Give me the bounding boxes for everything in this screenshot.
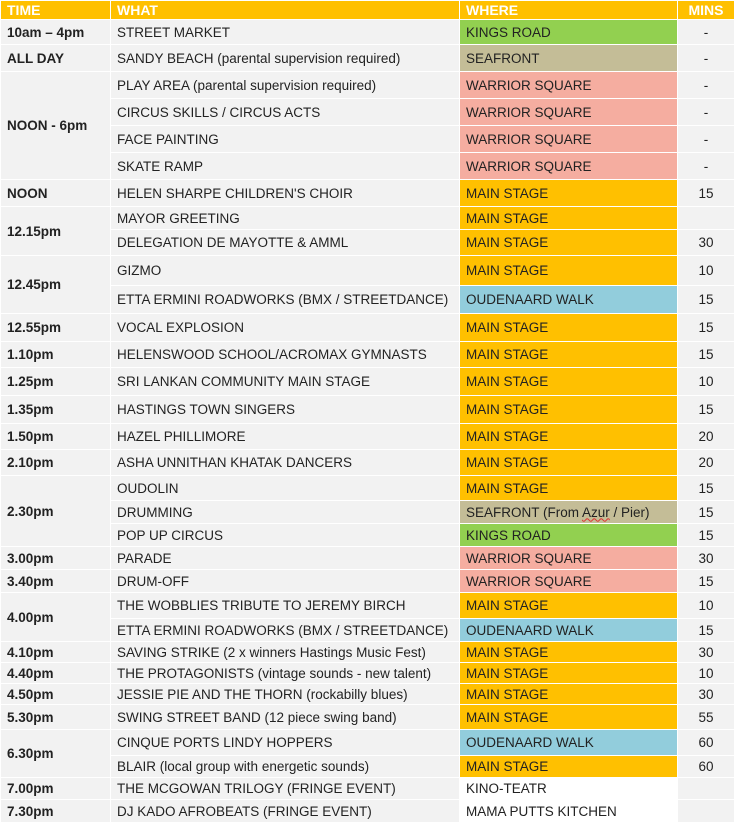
location-cell: MAIN STAGE [460,756,678,778]
event-cell: PLAY AREA (parental supervision required) [111,72,460,99]
time-cell: 5.30pm [1,705,111,730]
mins-cell: 30 [678,642,734,663]
header-row [1,1,734,20]
mins-cell: 60 [678,756,734,778]
table-row [1,524,734,547]
azur-text: Azur [582,504,610,520]
mins-cell: 10 [678,593,734,619]
mins-cell: - [678,45,734,72]
event-cell: ETTA ERMINI ROADWORKS (BMX / STREETDANCE) [111,619,460,642]
table-row [1,342,734,368]
table-row [1,230,734,256]
location-cell: MAIN STAGE [460,368,678,396]
location-cell: OUDENAARD WALK [460,286,678,314]
event-cell: ASHA UNNITHAN KHATAK DANCERS [111,450,460,476]
time-cell: NOON - 6pm [1,72,111,180]
location-cell: MAIN STAGE [460,396,678,424]
location-cell: KINO-TEATR [460,778,678,800]
mins-cell: 15 [678,342,734,368]
time-cell: 12.45pm [1,256,111,314]
mins-cell: 30 [678,684,734,705]
event-cell: BLAIR (local group with energetic sounds) [111,756,460,778]
location-cell: OUDENAARD WALK [460,619,678,642]
event-cell: POP UP CIRCUS [111,524,460,547]
table-row [1,368,734,396]
time-cell: 3.00pm [1,547,111,570]
mins-cell: 15 [678,314,734,342]
event-cell: DRUMMING [111,501,460,524]
location-cell: WARRIOR SQUARE [460,126,678,153]
location-cell: MAIN STAGE [460,663,678,684]
event-cell: PARADE [111,547,460,570]
time-cell: 1.35pm [1,396,111,424]
time-cell: 4.50pm [1,684,111,705]
header-time: TIME [1,1,111,20]
time-cell: NOON [1,180,111,207]
location-cell: WARRIOR SQUARE [460,547,678,570]
mins-cell: 15 [678,286,734,314]
location-cell: MAMA PUTTS KITCHEN [460,800,678,823]
mins-cell: 10 [678,663,734,684]
table-row [1,99,734,126]
location-cell: MAIN STAGE [460,314,678,342]
time-cell: 2.10pm [1,450,111,476]
time-cell: 1.25pm [1,368,111,396]
time-cell: 6.30pm [1,730,111,778]
location-cell: OUDENAARD WALK [460,730,678,756]
mins-cell: 15 [678,501,734,524]
event-cell: CINQUE PORTS LINDY HOPPERS [111,730,460,756]
table-row [1,570,734,593]
event-cell: SANDY BEACH (parental supervision required) [111,45,460,72]
table-row [1,450,734,476]
table-row [1,20,734,45]
table-row [1,476,734,501]
mins-cell: 10 [678,368,734,396]
table-row [1,72,734,99]
time-cell: ALL DAY [1,45,111,72]
event-cell: GIZMO [111,256,460,286]
event-cell: HAZEL PHILLIMORE [111,424,460,450]
event-cell: HASTINGS TOWN SINGERS [111,396,460,424]
event-cell: MAYOR GREETING [111,207,460,230]
table-row [1,256,734,286]
time-cell: 7.30pm [1,800,111,823]
table-row [1,619,734,642]
location-cell: KINGS ROAD [460,20,678,45]
mins-cell: 55 [678,705,734,730]
mins-cell: 15 [678,476,734,501]
event-cell: DELEGATION DE MAYOTTE & AMML [111,230,460,256]
table-row [1,547,734,570]
location-cell: MAIN STAGE [460,593,678,619]
time-cell: 4.00pm [1,593,111,642]
mins-cell: 15 [678,180,734,207]
time-cell: 1.50pm [1,424,111,450]
table-row [1,593,734,619]
location-cell: MAIN STAGE [460,705,678,730]
table-row [1,501,734,524]
location-cell: MAIN STAGE [460,256,678,286]
table-row [1,663,734,684]
mins-cell: 15 [678,524,734,547]
location-cell: WARRIOR SQUARE [460,72,678,99]
time-cell: 7.00pm [1,778,111,800]
location-cell: KINGS ROAD [460,524,678,547]
mins-cell: 30 [678,230,734,256]
event-cell: SAVING STRIKE (2 x winners Hastings Music Fest) [111,642,460,663]
table-row [1,207,734,230]
time-cell: 4.10pm [1,642,111,663]
event-cell: FACE PAINTING [111,126,460,153]
event-cell: SRI LANKAN COMMUNITY MAIN STAGE [111,368,460,396]
table-row [1,45,734,72]
event-cell: VOCAL EXPLOSION [111,314,460,342]
time-cell: 1.10pm [1,342,111,368]
time-cell: 10am – 4pm [1,20,111,45]
table-row [1,705,734,730]
time-cell: 12.55pm [1,314,111,342]
mins-cell: 10 [678,256,734,286]
location-cell: MAIN STAGE [460,342,678,368]
event-cell: THE MCGOWAN TRILOGY (FRINGE EVENT) [111,778,460,800]
mins-cell: - [678,72,734,99]
mins-cell [678,778,734,800]
table-row [1,756,734,778]
location-cell: MAIN STAGE [460,450,678,476]
event-cell: THE PROTAGONISTS (vintage sounds - new talent) [111,663,460,684]
event-cell: CIRCUS SKILLS / CIRCUS ACTS [111,99,460,126]
mins-cell: 30 [678,547,734,570]
table-row [1,642,734,663]
header-where: WHERE [460,1,678,20]
location-cell: WARRIOR SQUARE [460,570,678,593]
time-cell: 2.30pm [1,476,111,547]
header-mins: MINS [678,1,734,20]
table-row [1,286,734,314]
event-cell: DRUM-OFF [111,570,460,593]
mins-cell: 20 [678,450,734,476]
location-cell: MAIN STAGE [460,230,678,256]
table-row [1,126,734,153]
mins-cell: - [678,153,734,180]
table-row [1,424,734,450]
event-cell: SKATE RAMP [111,153,460,180]
location-cell: MAIN STAGE [460,424,678,450]
mins-cell: - [678,20,734,45]
location-cell: MAIN STAGE [460,207,678,230]
location-cell: MAIN STAGE [460,180,678,207]
event-cell: THE WOBBLIES TRIBUTE TO JEREMY BIRCH [111,593,460,619]
mins-cell: 20 [678,424,734,450]
location-cell: WARRIOR SQUARE [460,99,678,126]
table-row [1,684,734,705]
time-cell: 4.40pm [1,663,111,684]
header-what: WHAT [111,1,460,20]
mins-cell: 15 [678,570,734,593]
table-row [1,730,734,756]
mins-cell: - [678,99,734,126]
event-cell: HELEN SHARPE CHILDREN'S CHOIR [111,180,460,207]
location-cell: MAIN STAGE [460,684,678,705]
table-row [1,800,734,823]
time-cell: 3.40pm [1,570,111,593]
table-row [1,778,734,800]
mins-cell: - [678,126,734,153]
mins-cell: 15 [678,396,734,424]
time-cell: 12.15pm [1,207,111,256]
event-cell: JESSIE PIE AND THE THORN (rockabilly blues) [111,684,460,705]
table-row [1,153,734,180]
table-row [1,396,734,424]
location-cell: MAIN STAGE [460,476,678,501]
event-cell: OUDOLIN [111,476,460,501]
mins-cell: 60 [678,730,734,756]
event-cell: SWING STREET BAND (12 piece swing band) [111,705,460,730]
event-cell: DJ KADO AFROBEATS (FRINGE EVENT) [111,800,460,823]
mins-cell [678,800,734,823]
location-cell: WARRIOR SQUARE [460,153,678,180]
event-cell: HELENSWOOD SCHOOL/ACROMAX GYMNASTS [111,342,460,368]
location-cell: SEAFRONT [460,45,678,72]
mins-cell [678,207,734,230]
event-cell: STREET MARKET [111,20,460,45]
table-row [1,314,734,342]
table-row [1,180,734,207]
pier-text: / Pier) [609,504,650,520]
seafront-from-text: SEAFRONT (From [466,504,583,520]
location-cell: MAIN STAGE [460,642,678,663]
location-cell [460,501,678,524]
event-cell: ETTA ERMINI ROADWORKS (BMX / STREETDANCE) [111,286,460,314]
mins-cell: 15 [678,619,734,642]
